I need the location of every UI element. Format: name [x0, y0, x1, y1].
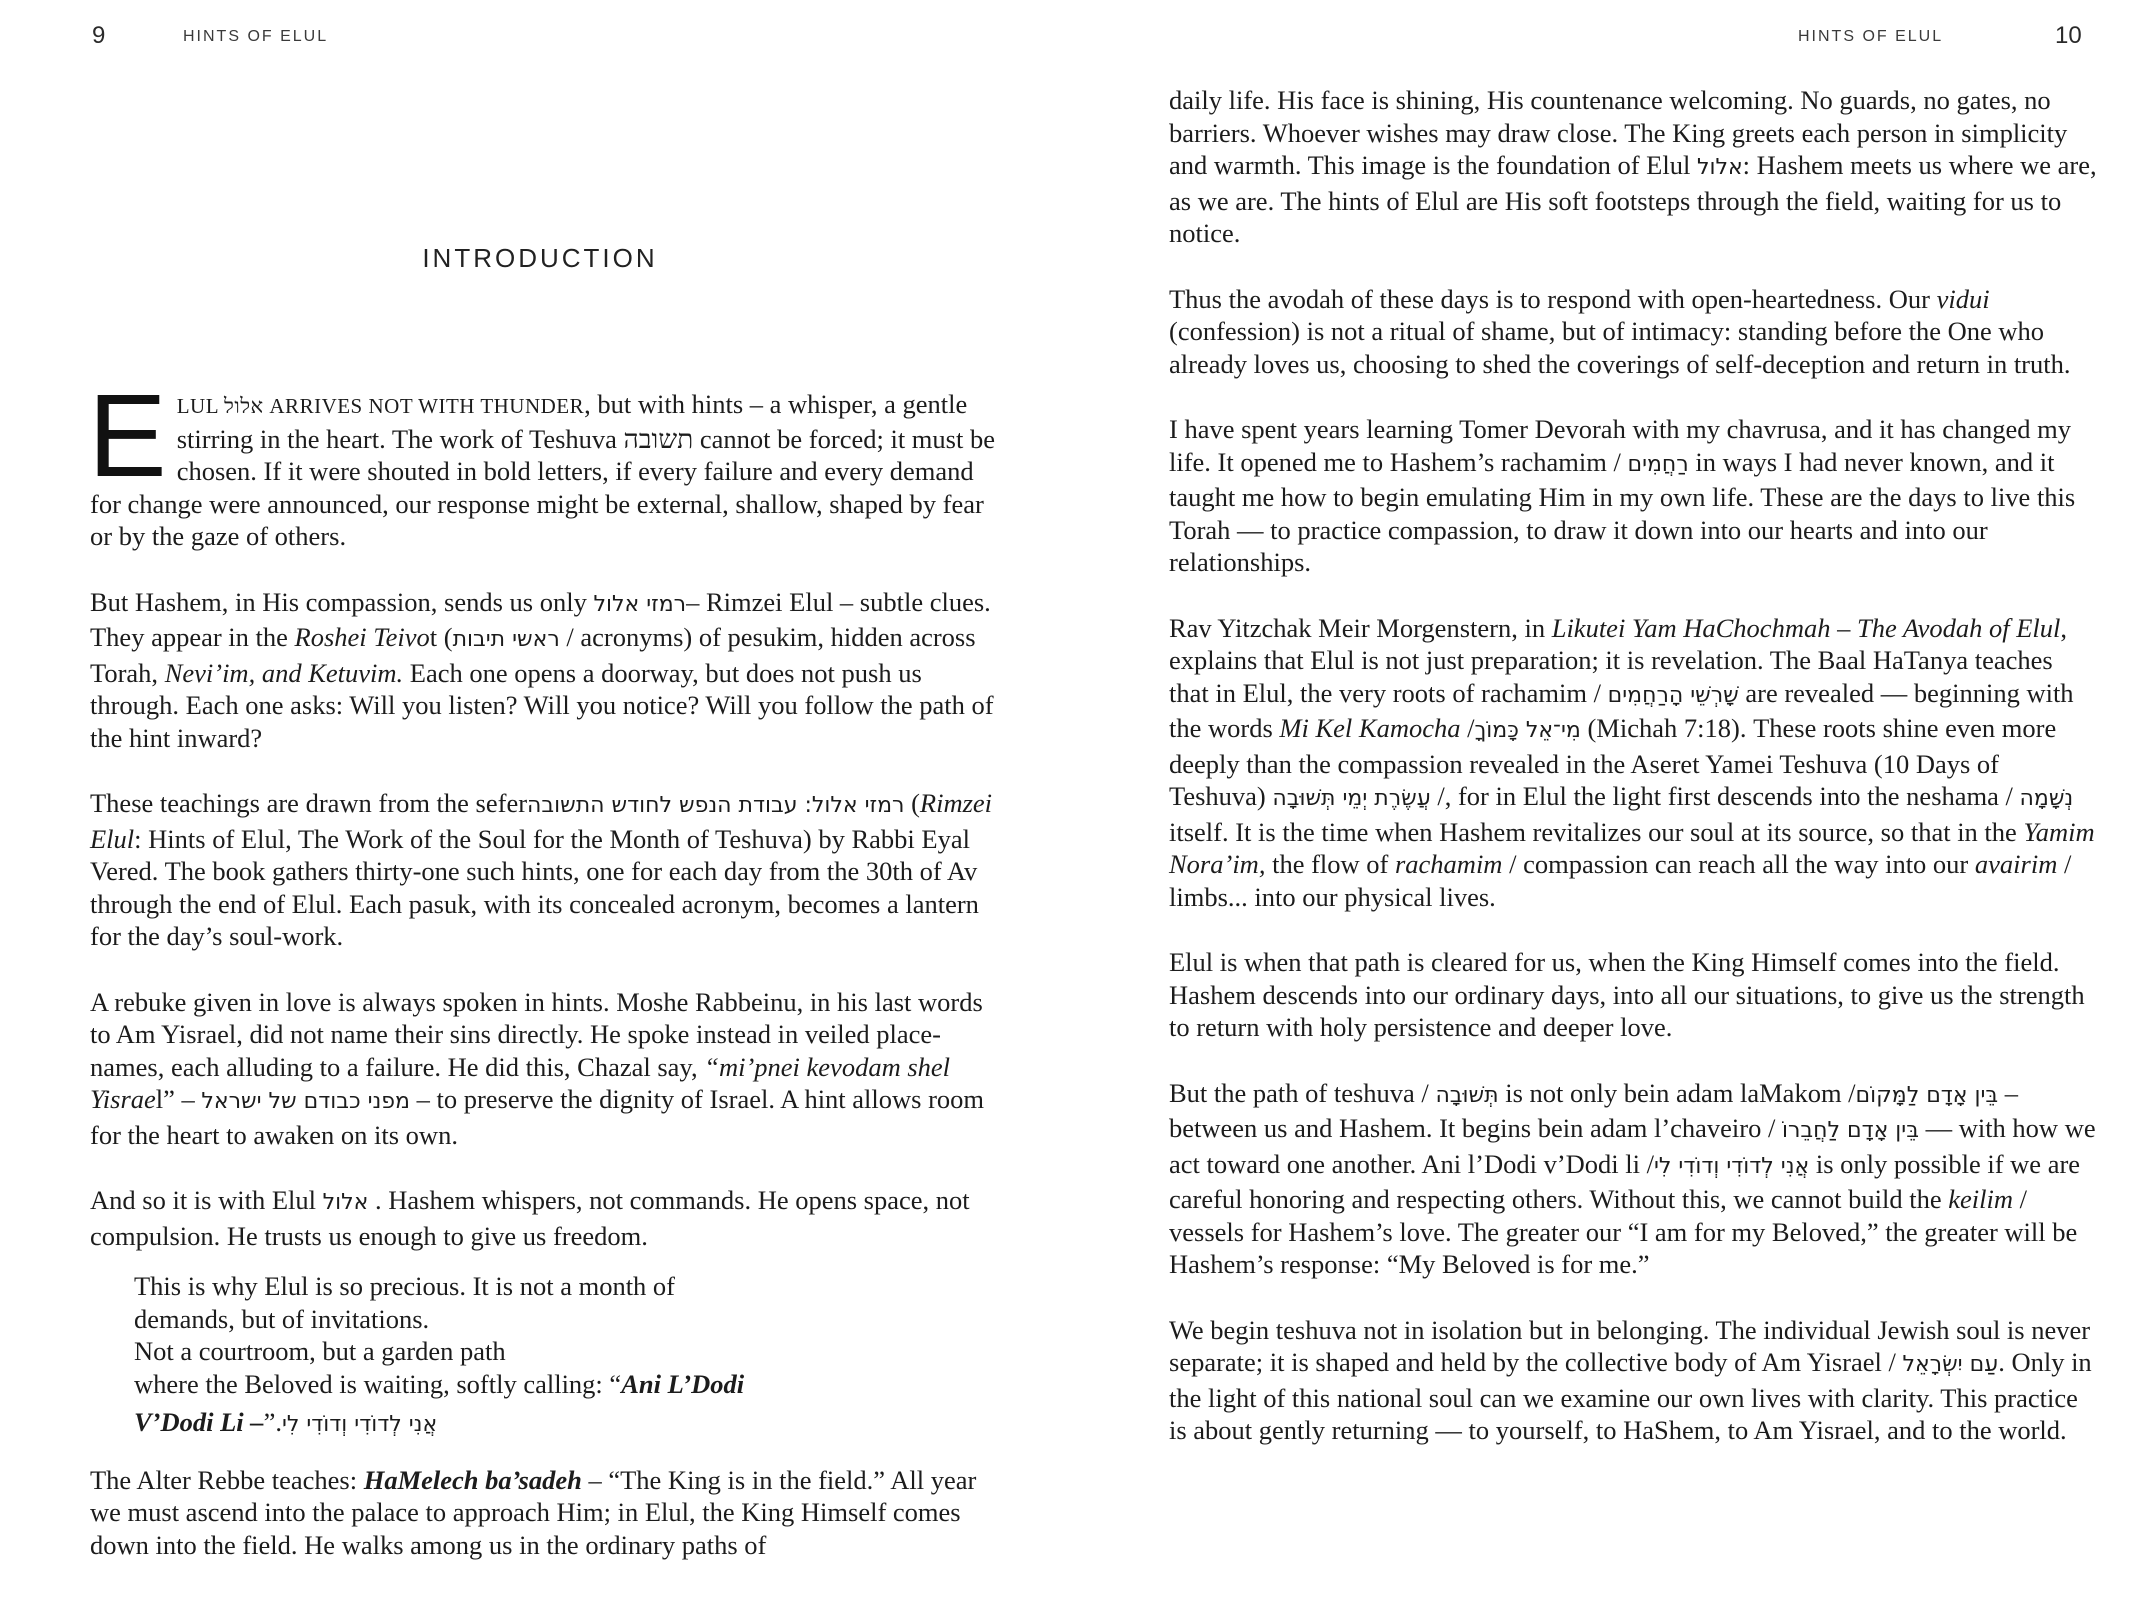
page-number-right: 10 [2055, 22, 2082, 49]
right-body-text [1169, 84, 2099, 1480]
paragraph-r1: daily life. His face is shining, His countenance welcoming. No guards, no gates, no barriers. Whoever wishes may draw close. The King greets each person in simplicity and warmth. This image is the foundation of Elul אלול: Hashem meets us where we are, as we are. The hints of Elul are His soft footsteps through the field, waiting for us to notice. [1169, 85, 2097, 248]
paragraph-r3: I have spent years learning Tomer Devorah with my chavrusa, and it has changed my life. It opened me to Hashem’s rachamim / רַחֲמִים in ways I had never known, and it taught me how to begin emulating Him in my own life. These are the days to live this Torah — to practice compassion, to draw it down into our hearts and into our relationships. [1169, 414, 2076, 577]
running-head-left: HINTS OF ELUL [183, 28, 329, 45]
paragraph-r6: But the path of teshuva / תְּשׁוּבָה is not only bein adam laMakom /בֵּין אָדָם לַמָּקוֹם – between us and Hashem. It begins bein adam l’chaveiro / בֵּין אָדָם לַחֲבֵרוֹ — with how we act toward one another. Ani l’Dodi v’Dodi li /אֲנִי לְדוֹדִי וְדוֹדִי לִי is only possible if we are careful honoring and respecting others. Without this, we cannot build the keilim / vessels for Hashem’s love. The greater our “I am for my Beloved,” the greater will be Hashem’s response: “My Beloved is for me.” [1169, 1077, 2096, 1279]
paragraph-6: The Alter Rebbe teaches: HaMelech ba’sadeh – “The King is in the field.” All year we must ascend into the palace to approach Him; in Elul, the King Himself comes down into the field. He walks among us in the ordinary paths of [90, 1464, 977, 1560]
left-body-text [88, 370, 995, 1594]
paragraph-1: ELUL אלול ARRIVES NOT WITH THUNDER, but with hints – a whisper, a gentle stirring in the heart. The work of Teshuva תשובה cannot be forced; it must be chosen. If it were shouted in bold letters, if every failure and every demand for change were announced, our response might be external, shallow, shaped by fear or by the gaze of others. [88, 370, 995, 551]
paragraph-r4: Rav Yitzchak Meir Morgenstern, in Likutei Yam HaChochmah – The Avodah of Elul, explains that Elul is not just preparation; it is revelation. The Baal HaTanya teaches that in Elul, the very roots of rachamim / שָׁרְשֵׁי הָרַחֲמִים are revealed — beginning with the words Mi Kel Kamocha /מִי־אֵל כָּמוֹךָ (Michah 7:18). These roots shine even more deeply than the compassion revealed in the Aseret Yamei Teshuva (10 Days of Teshuva) עֲשֶׂרֶת יְמֵי תְּשׁוּבָה /, for in Elul the light first descends into the neshama / נְשָׁמָה itself. It is the time when Hashem revitalizes our soul at its source, so that in the Yamim Nora’im, the flow of rachamim / compassion can reach all the way into our avairim / limbs... into our physical lives. [1169, 612, 2095, 912]
indented-quote: This is why Elul is so precious. It is not a month of demands, but of invitations. Not a courtroom, but a garden path where the Beloved is waiting, softly calling: “Ani L’Dodi V’Dodi Li –”.אֲנִי לְדוֹדִי וְדוֹדִי לִי [134, 1271, 745, 1437]
paragraph-5: And so it is with Elul אלול . Hashem whispers, not commands. He opens space, not compulsion. He trusts us enough to give us freedom. [90, 1185, 970, 1251]
paragraph-r7: We begin teshuva not in isolation but in belonging. The individual Jewish soul is never separate; it is shaped and held by the collective body of Am Yisrael / עַם יִשְׂרָאֵל. Only in the light of this national soul can we examine our own lives with clarity. This practice is about gently returning — to yourself, to HaShem, to Am Yisrael, and to the world. [1169, 1314, 2092, 1445]
paragraph-3: These teachings are drawn from the seferרמזי אלול: עבודת הנפש לחודש התשובה (Rimzei Elul: Hints of Elul, The Work of the Soul for the Month of Teshuva) by Rabbi Eyal Vered. The book gathers thirty-one such hints, one for each day from the 30th of Av through the end of Elul. Each pasuk, with its concealed acronym, becomes a lantern for the day’s soul-work. [90, 788, 993, 951]
paragraph-4: A rebuke given in love is always spoken in hints. Moshe Rabbeinu, in his last words to Am Yisrael, did not name their sins directly. He spoke instead in veiled place-names, each alluding to a failure. He did this, Chazal say, “mi’pnei kevodam shel Yisrael” – מפני כבודם של ישראל – to preserve the dignity of Israel. A hint allows room for the heart to awaken on its own. [90, 986, 985, 1150]
paragraph-r2: Thus the avodah of these days is to respond with open-heartedness. Our vidui (confession) is not a ritual of shame, but of intimacy: standing before the One who already loves us, choosing to shed the coverings of self-deception and return in truth. [1169, 283, 2071, 379]
chapter-title: INTRODUCTION [422, 243, 658, 273]
running-head-right: HINTS OF ELUL [1798, 28, 1944, 45]
drop-cap: E [88, 370, 167, 502]
paragraph-2: But Hashem, in His compassion, sends us only רמזי אלול– Rimzei Elul – subtle clues. They appear in the Roshei Teivot (ראשי תיבות / acronyms) of pesukim, hidden across Torah, Nevi’im, and Ketuvim. Each one opens a doorway, but does not push us through. Each one asks: Will you listen? Will you notice? Will you follow the path of the hint inward? [90, 586, 994, 753]
right-page [1073, 0, 2146, 1608]
opening-small-caps: LUL אלול ARRIVES NOT WITH THUNDER [176, 394, 585, 418]
paragraph-r5: Elul is when that path is cleared for us, when the King Himself comes into the field. Hashem descends into our ordinary days, into all our situations, to give us the strength to return with holy persistence and deeper love. [1169, 947, 2085, 1042]
page-number-left: 9 [92, 22, 106, 49]
